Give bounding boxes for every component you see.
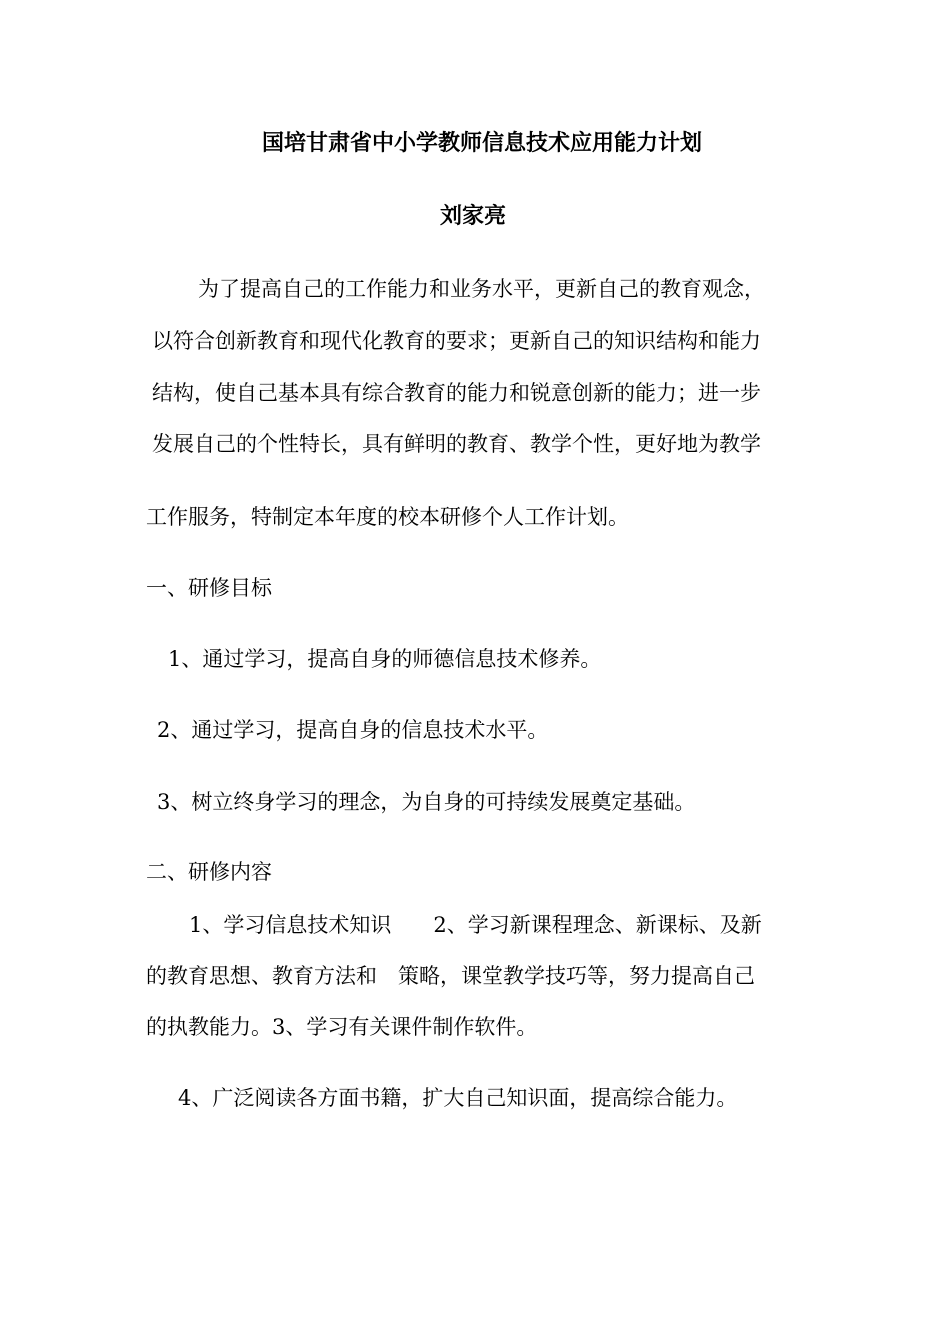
goal-item: 2、通过学习，提高自身的信息技术水平。	[157, 718, 549, 742]
goal-item: 3、树立终身学习的理念，为自身的可持续发展奠定基础。	[157, 790, 696, 814]
goal-item: 1、通过学习，提高自身的师德信息技术修养。	[168, 647, 602, 671]
author-name: 刘家亮	[440, 203, 507, 229]
content-line: 的教育思想、教育方法和 策略，课堂教学技巧等，努力提高自己	[146, 964, 755, 988]
intro-line: 发展自己的个性特长，具有鲜明的教育、教学个性，更好地为教学	[152, 432, 761, 456]
section-heading-content: 二、研修内容	[146, 860, 272, 884]
content-line: 的执教能力。3、学习有关课件制作软件。	[146, 1015, 538, 1039]
document-title: 国培甘肃省中小学教师信息技术应用能力计划	[262, 130, 703, 156]
intro-line: 以符合创新教育和现代化教育的要求；更新自己的知识结构和能力	[152, 329, 761, 353]
intro-line: 结构，使自己基本具有综合教育的能力和锐意创新的能力；进一步	[152, 381, 761, 405]
intro-line: 工作服务，特制定本年度的校本研修个人工作计划。	[146, 505, 629, 529]
intro-line: 为了提高自己的工作能力和业务水平，更新自己的教育观念，	[198, 277, 765, 301]
section-heading-goals: 一、研修目标	[146, 576, 272, 600]
content-line: 4、广泛阅读各方面书籍，扩大自己知识面，提高综合能力。	[178, 1086, 738, 1110]
content-line: 1、学习信息技术知识 2、学习新课程理念、新课标、及新	[189, 913, 762, 937]
